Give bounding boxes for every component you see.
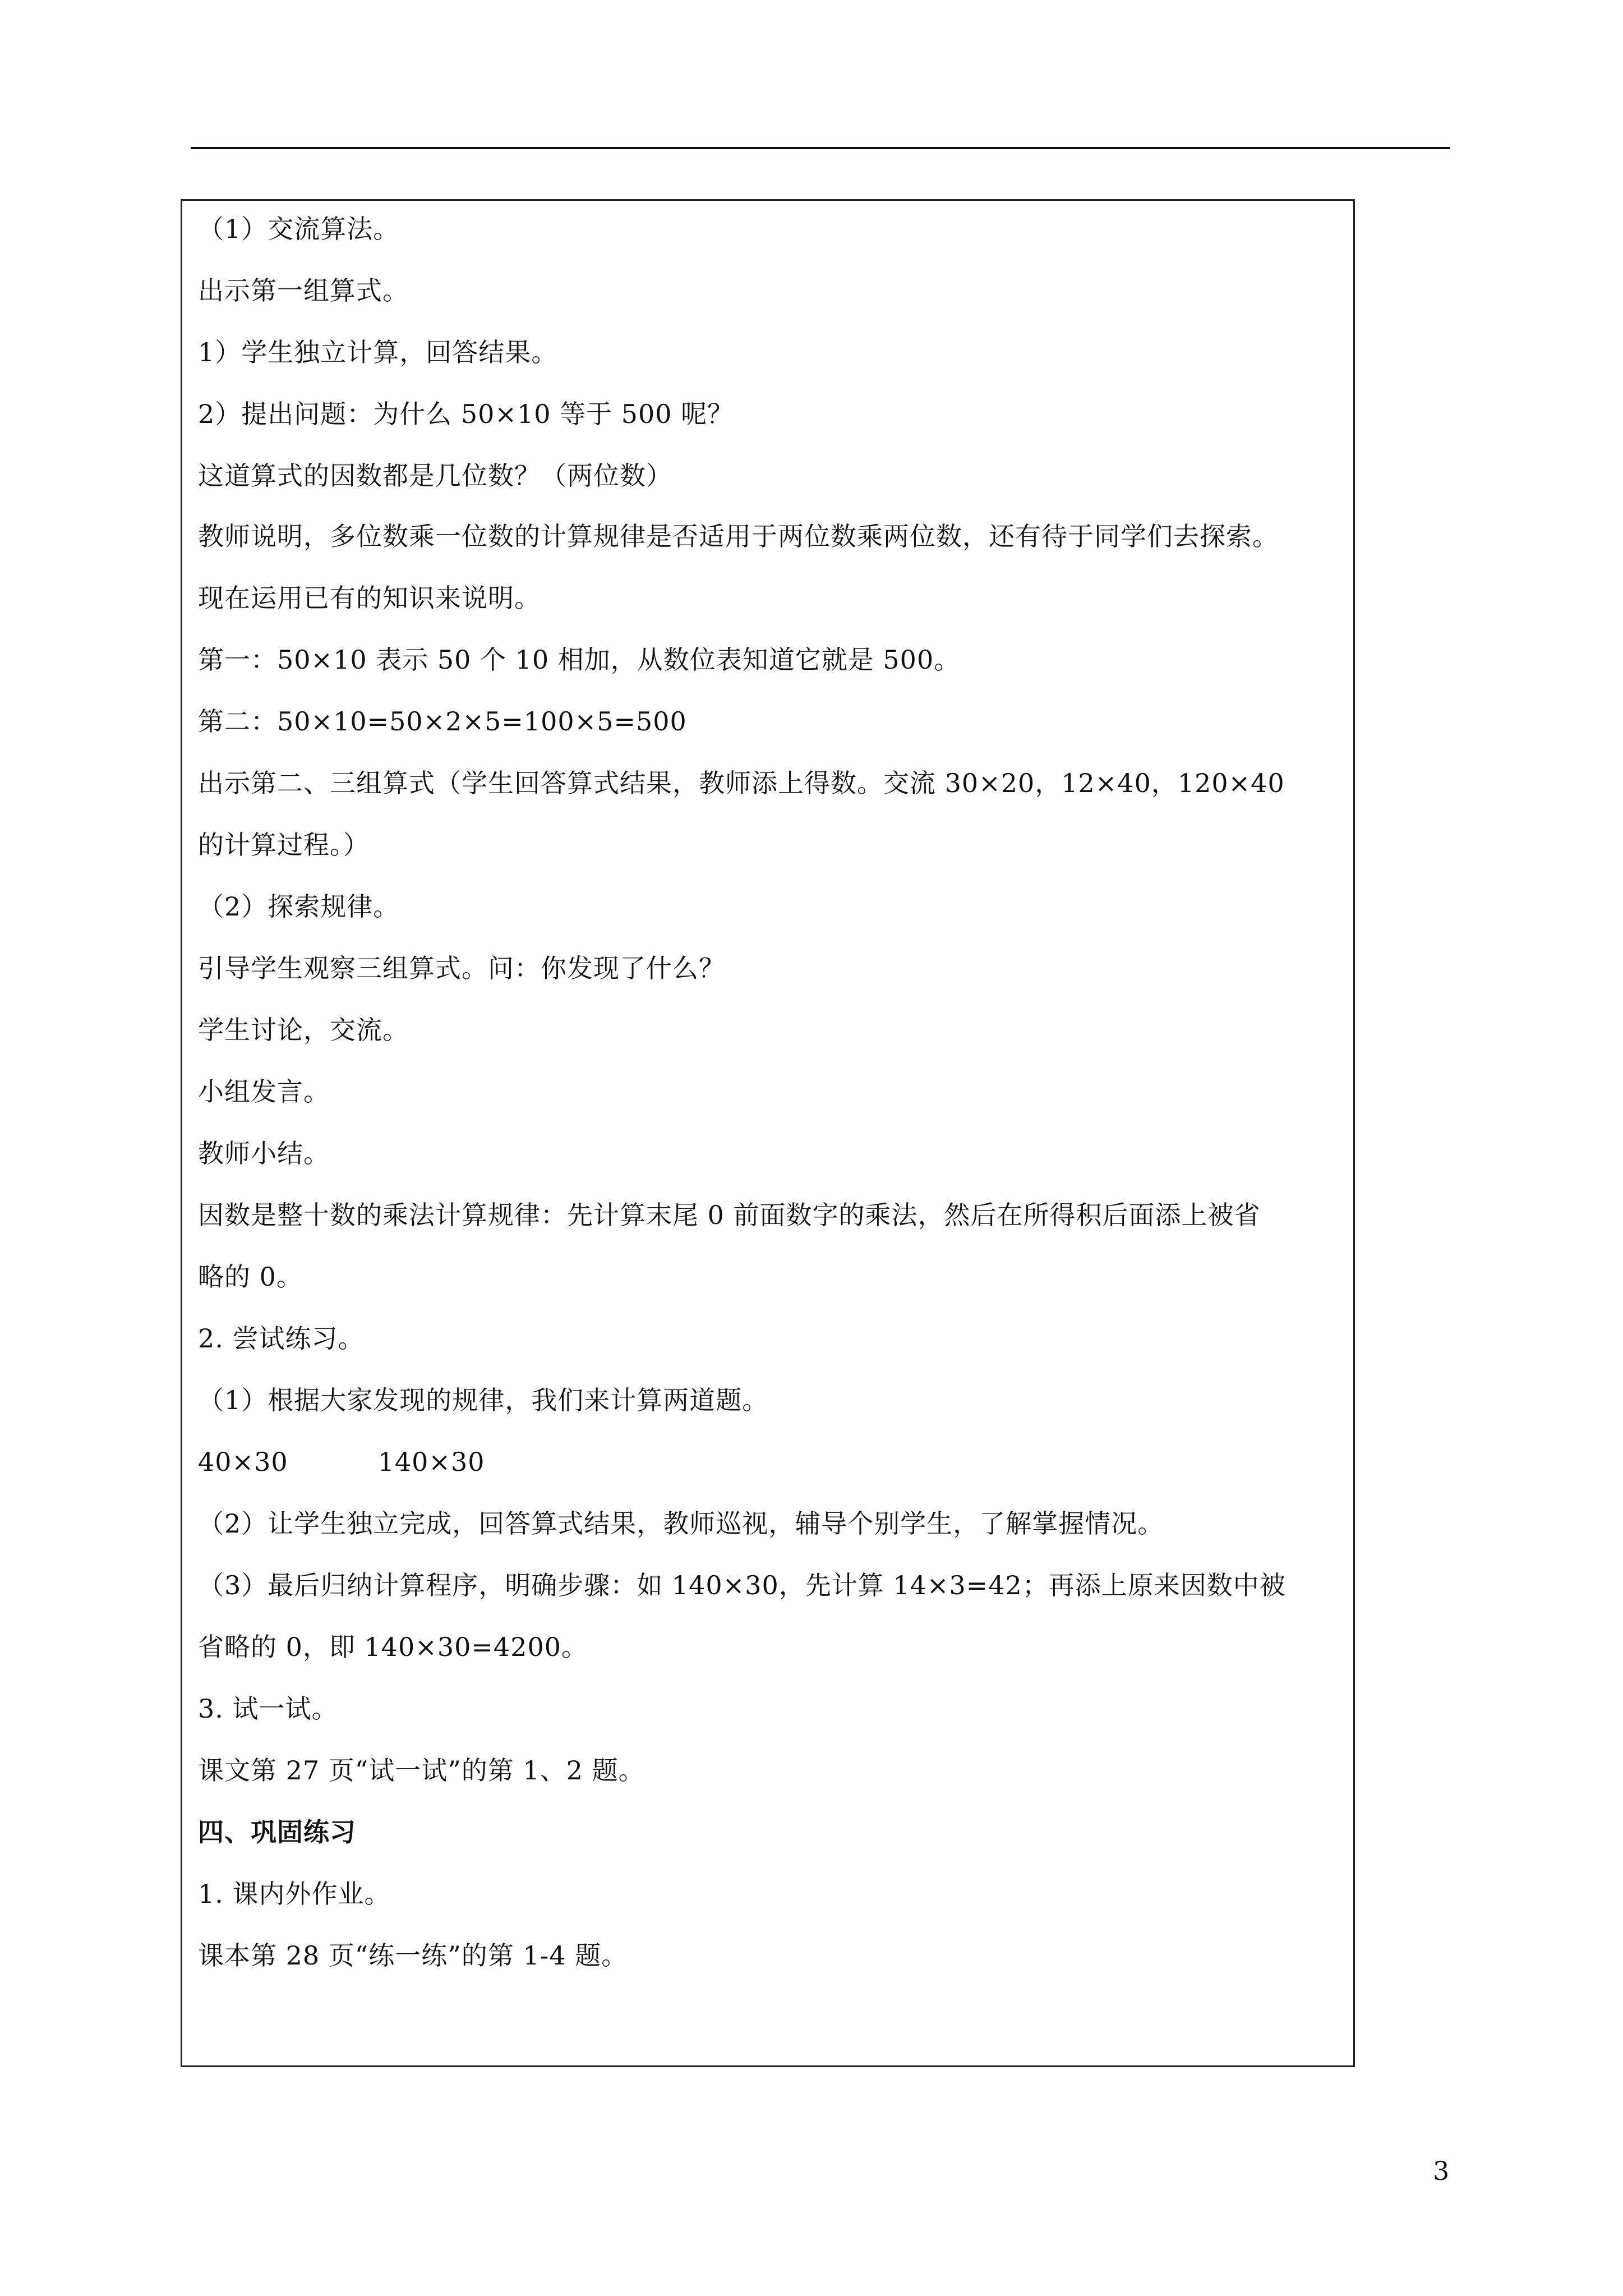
text-line: 课文第 27 页“试一试”的第 1、2 题。 [198, 1755, 645, 1786]
text-line: 引导学生观察三组算式。问：你发现了什么？ [198, 953, 725, 983]
content-box [181, 199, 1355, 2067]
text-line: 小组发言。 [198, 1076, 330, 1107]
text-line: 1）学生独立计算，回答结果。 [198, 337, 558, 367]
text-line: 1. 课内外作业。 [198, 1879, 391, 1909]
text-line: 省略的 0，即 140×30=4200。 [198, 1632, 588, 1662]
text-line: （1）交流算法。 [198, 214, 400, 244]
text-line: 出示第一组算式。 [198, 275, 409, 306]
text-line: 教师小结。 [198, 1138, 330, 1168]
text-line: 出示第二、三组算式（学生回答算式结果，教师添上得数。交流 30×20，12×40，120×40 [198, 768, 1285, 798]
text-line: 的计算过程。） [198, 830, 370, 860]
expressions-line [198, 1445, 485, 1479]
text-line: 这道算式的因数都是几位数？（两位数） [198, 461, 672, 491]
text-line: 3. 试一试。 [198, 1694, 338, 1724]
text-line: 课本第 28 页“练一练”的第 1-4 题。 [198, 1940, 628, 1971]
text-line: 第一：50×10 表示 50 个 10 相加，从数位表知道它就是 500。 [198, 645, 961, 675]
text-line: 2. 尝试练习。 [198, 1323, 365, 1354]
text-line: （2）探索规律。 [198, 891, 400, 922]
text-line: 2）提出问题：为什么 50×10 等于 500 呢？ [198, 399, 734, 429]
text-line: （2）让学生独立完成，回答算式结果，教师巡视，辅导个别学生，了解掌握情况。 [198, 1508, 1164, 1539]
text-line: 教师说明，多位数乘一位数的计算规律是否适用于两位数乘两位数，还有待于同学们去探索。 [198, 521, 1279, 551]
text-line: 现在运用已有的知识来说明。 [198, 583, 541, 613]
text-line: 第二：50×10=50×2×5=100×5=500 [198, 706, 687, 737]
expression-1: 40×30 [198, 1447, 288, 1477]
expression-2: 140×30 [377, 1447, 485, 1477]
header-rule [191, 147, 1450, 149]
page-number: 3 [1433, 2156, 1450, 2186]
text-line: （3）最后归纳计算程序，明确步骤：如 140×30，先计算 14×3=42；再添上原来因数中被 [198, 1570, 1286, 1600]
text-line: 略的 0。 [198, 1262, 303, 1292]
text-line: 因数是整十数的乘法计算规律：先计算末尾 0 前面数字的乘法，然后在所得积后面添上被省 [198, 1200, 1261, 1230]
text-line: 学生讨论，交流。 [198, 1015, 409, 1045]
text-line: （1）根据大家发现的规律，我们来计算两道题。 [198, 1385, 769, 1415]
section-heading: 四、巩固练习 [198, 1817, 356, 1847]
